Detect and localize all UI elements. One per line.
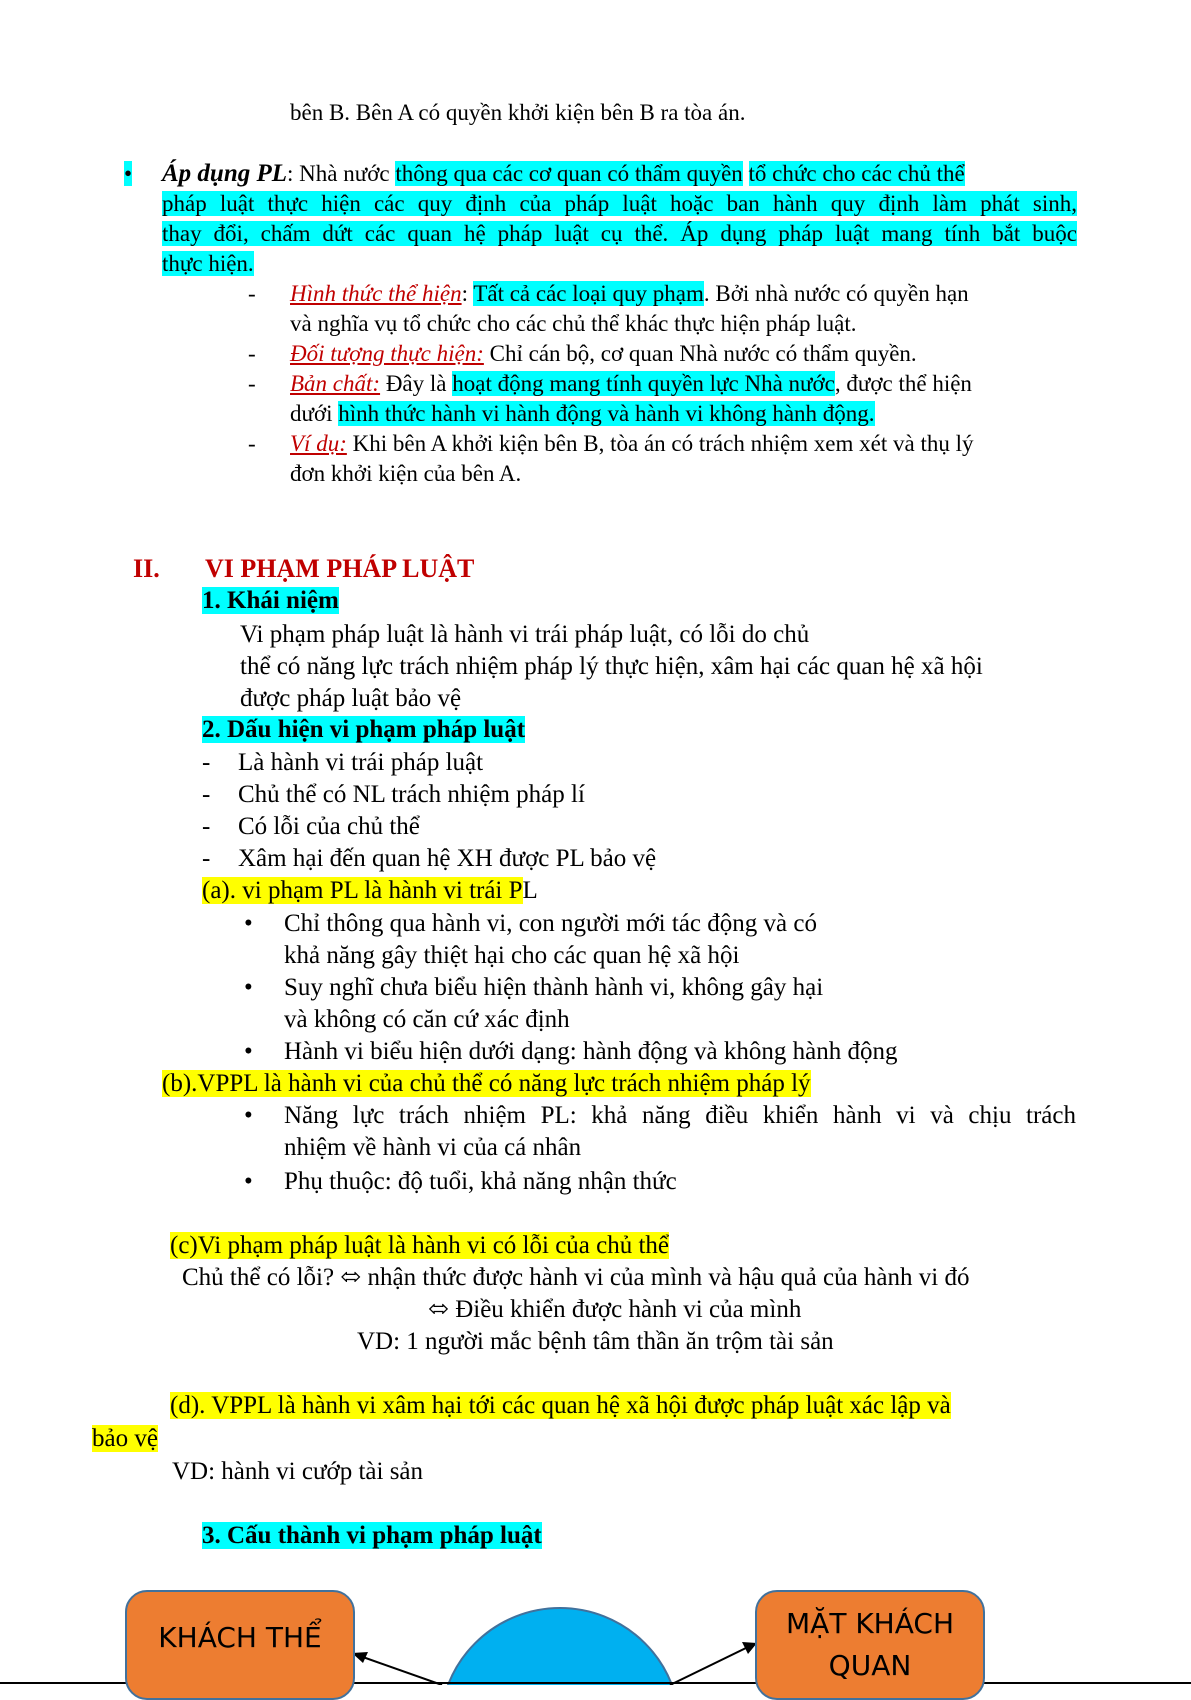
item-nature-line2-highlight: hình thức hành vi hành động và hành vi không hành động. <box>338 401 875 426</box>
subheading-d-line1 <box>170 1390 951 1422</box>
d-example: VD: hành vi cướp tài sản <box>172 1458 424 1485</box>
apply-gap <box>743 161 749 186</box>
bullet-dot: • <box>244 910 253 937</box>
definition-line1: Vi phạm pháp luật là hành vi trái pháp luật, có lỗi do chủ <box>240 621 810 648</box>
apply-paragraph-line4 <box>162 249 254 279</box>
item-form-label: Hình thức thể hiện <box>290 281 462 306</box>
heading-concept <box>202 585 339 617</box>
dash-marker: - <box>248 281 256 306</box>
apply-lead: Nhà nước <box>299 161 396 186</box>
continuation-line: bên B. Bên A có quyền khởi kiện bên B ra tòa án. <box>290 100 746 125</box>
item-form-colon: : <box>461 281 474 306</box>
diagram-box-object-label: KHÁCH THỂ <box>158 1621 322 1654</box>
b-item-line1: Phụ thuộc: độ tuổi, khả năng nhận thức <box>284 1168 677 1195</box>
a-item-line1: Chỉ thông qua hành vi, con người mới tác động và có <box>284 910 817 937</box>
sign-item: Là hành vi trái pháp luật <box>238 749 484 776</box>
a-item-line1: Hành vi biểu hiện dưới dạng: hành động và không hành động <box>284 1038 898 1065</box>
c-line1: Chủ thể có lỗi? ⬄ nhận thức được hành vi của mình và hậu quả của hành vi đó <box>182 1264 970 1291</box>
subheading-a-tail: L <box>522 877 538 904</box>
a-item-line2: và không có căn cứ xác định <box>284 1006 570 1033</box>
b-item-line2: nhiệm về hành vi của cá nhân <box>284 1134 582 1161</box>
subheading-a <box>202 875 538 907</box>
definition-line3: được pháp luật bảo vệ <box>240 685 462 712</box>
dash-marker: - <box>248 341 256 366</box>
item-form-line2: và nghĩa vụ tổ chức cho các chủ thể khác thực hiện pháp luật. <box>290 311 857 336</box>
bullet-dot: • <box>244 974 253 1001</box>
bullet-dot: • <box>244 1168 253 1195</box>
subheading-d-line2 <box>92 1423 158 1455</box>
dash-marker: - <box>248 431 256 456</box>
apply-paragraph-line2 <box>162 189 1077 219</box>
diagram-box-objective-side <box>755 1590 985 1700</box>
b-item-line1: Năng lực trách nhiệm PL: khả năng điều khiển hành vi và chịu trách <box>284 1102 1076 1129</box>
dash-marker: - <box>202 813 211 840</box>
c-line2: ⬄ Điều khiển được hành vi của mình <box>428 1296 802 1323</box>
definition-line2: thể có năng lực trách nhiệm pháp lý thực hiện, xâm hại các quan hệ xã hội <box>240 653 983 680</box>
apply-line3-text: thay đổi, chấm dứt các quan hệ pháp luật cụ thể. Áp dụng pháp luật mang tính bắt buộc <box>162 221 1077 246</box>
item-form-highlight: Tất cả các loại quy phạm <box>473 281 704 306</box>
bullet-marker: • <box>124 161 133 186</box>
heading-signs-text: 2. Dấu hiện vi phạm pháp luật <box>202 716 526 743</box>
item-nature <box>290 369 972 399</box>
item-nature-line2 <box>290 399 875 429</box>
item-nature-rest: , được thể hiện <box>834 371 972 396</box>
bullet-dot: • <box>244 1102 253 1129</box>
dash-marker: - <box>248 371 256 396</box>
a-item-line1: Suy nghĩ chưa biểu hiện thành hành vi, không gây hại <box>284 974 824 1001</box>
apply-paragraph-line1 <box>162 159 1077 189</box>
diagram-box-objective-label-1: MẶT KHÁCH <box>786 1607 954 1640</box>
item-nature-pre: Đây là <box>380 371 453 396</box>
item-nature-highlight: hoạt động mang tính quyền lực Nhà nước <box>452 371 835 396</box>
apply-highlight-1: thông qua các cơ quan có thẩm quyền <box>395 161 743 186</box>
diagram-arrow-right <box>670 1647 748 1685</box>
sign-item: Chủ thể có NL trách nhiệm pháp lí <box>238 781 585 808</box>
item-subject <box>290 339 917 369</box>
item-example-label: Ví dụ: <box>290 431 347 456</box>
apply-line2-text: pháp luật thực hiện các quy định của pháp luật hoặc ban hành quy định làm phát sinh, <box>162 191 1077 216</box>
section-title: VI PHẠM PHÁP LUẬT <box>205 554 475 583</box>
item-nature-label: Bản chất: <box>290 371 381 396</box>
subheading-d-highlight-2: bảo vệ <box>92 1425 158 1452</box>
section-number: II. <box>133 554 160 583</box>
heading-signs <box>202 714 525 746</box>
diagram-arrow-left <box>360 1656 442 1685</box>
subheading-b-highlight: (b).VPPL là hành vi của chủ thể có năng lực trách nhiệm pháp lý <box>162 1070 811 1097</box>
apply-bullet <box>124 159 132 189</box>
item-subject-rest: Chỉ cán bộ, cơ quan Nhà nước có thẩm quyền. <box>483 341 917 366</box>
sign-item: Có lỗi của chủ thể <box>238 813 420 840</box>
a-item-line2: khả năng gây thiệt hại cho các quan hệ xã hội <box>284 942 740 969</box>
bullet-dot: • <box>244 1038 253 1065</box>
subheading-b <box>162 1068 811 1100</box>
apply-paragraph-line3 <box>162 219 1077 249</box>
dash-marker: - <box>202 845 211 872</box>
heading-structure <box>202 1520 542 1552</box>
heading-structure-text: 3. Cấu thành vi phạm pháp luật <box>202 1522 542 1549</box>
subheading-d-highlight: (d). VPPL là hành vi xâm hại tới các quan hệ xã hội được pháp luật xác lập và <box>170 1392 951 1419</box>
item-example-rest: Khi bên A khởi kiện bên B, tòa án có trách nhiệm xem xét và thụ lý <box>346 431 974 456</box>
apply-line4-text: thực hiện. <box>162 251 254 276</box>
heading-concept-text: 1. Khái niệm <box>202 587 339 614</box>
item-example-line2: đơn khởi kiện của bên A. <box>290 461 522 486</box>
diagram-box-object <box>125 1590 355 1700</box>
subheading-c <box>170 1230 669 1262</box>
c-line3: VD: 1 người mắc bệnh tâm thần ăn trộm tài sản <box>357 1328 834 1355</box>
item-nature-line2-pre: dưới <box>290 401 339 426</box>
apply-sep: : <box>287 161 300 186</box>
apply-term: Áp dụng PL <box>162 160 288 187</box>
apply-highlight-2: tổ chức cho các chủ thể <box>748 161 965 186</box>
subheading-a-highlight: (a). vi phạm PL là hành vi trái P <box>202 877 523 904</box>
dash-marker: - <box>202 781 211 808</box>
item-form-rest: . Bởi nhà nước có quyền hạn <box>703 281 969 306</box>
subheading-c-highlight: (c)Vi phạm pháp luật là hành vi có lỗi của chủ thể <box>170 1232 670 1259</box>
diagram-box-objective-label-2: QUAN <box>828 1649 912 1682</box>
diagram-center-circle <box>440 1608 680 1685</box>
item-subject-label: Đối tượng thực hiện: <box>290 341 484 366</box>
sign-item: Xâm hại đến quan hệ XH được PL bảo vệ <box>238 845 657 872</box>
dash-marker: - <box>202 749 211 776</box>
item-form <box>290 279 969 309</box>
item-example <box>290 429 974 459</box>
